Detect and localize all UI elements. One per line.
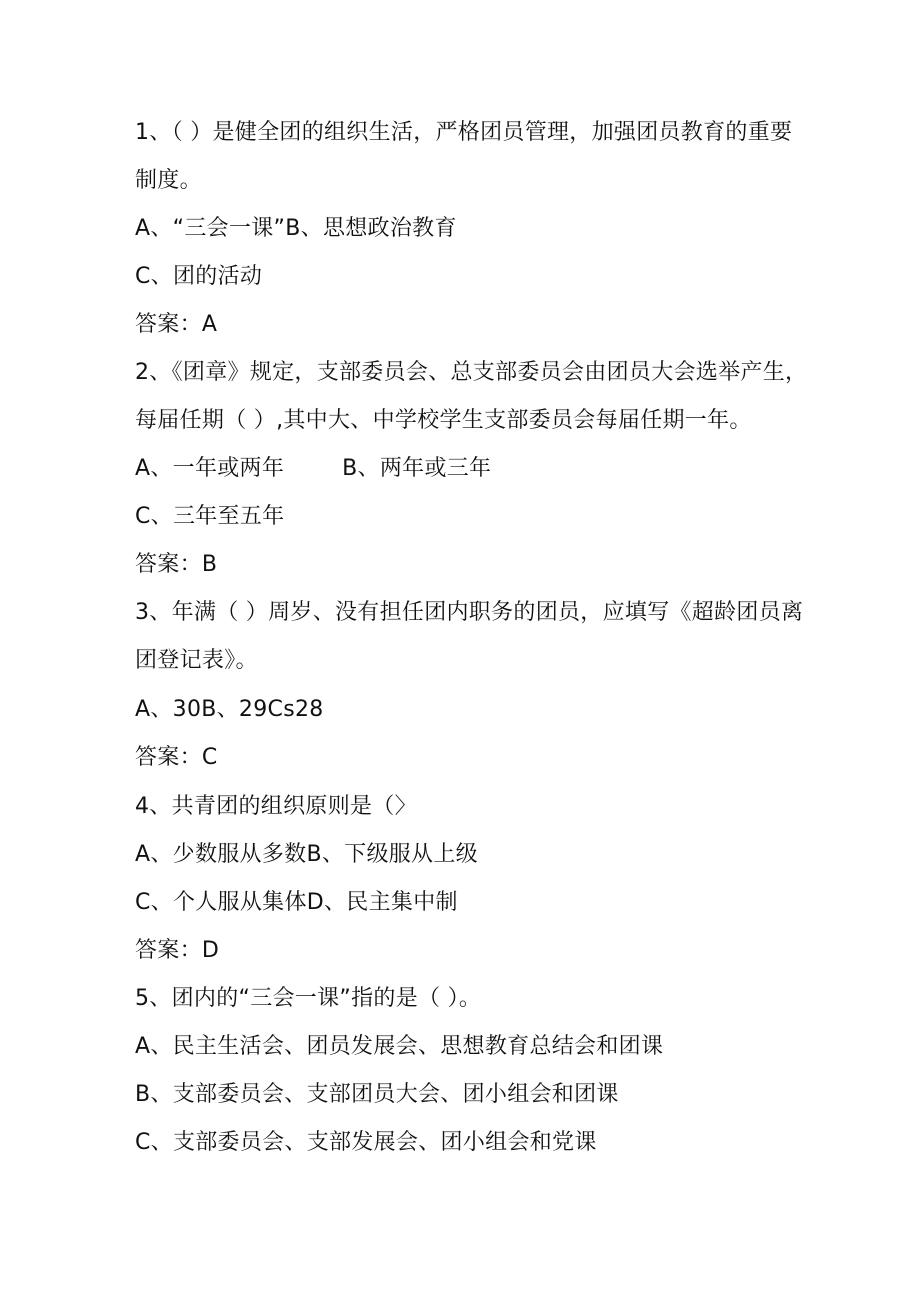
question-5-option-b: B、支部委员会、支部团员大会、团小组会和团课 <box>135 1082 619 1107</box>
question-1-options-ab: A、“三会一课”B、思想政治教育 <box>135 216 457 241</box>
question-4-answer: 答案：D <box>135 938 220 963</box>
question-2-option-b: B、两年或三年 <box>342 456 492 481</box>
question-5-option-a: A、民主生活会、团员发展会、思想教育总结会和团课 <box>135 1034 664 1059</box>
question-2-option-a: A、一年或两年 <box>135 456 285 481</box>
question-2-options-ab <box>135 449 795 489</box>
question-4-options-ab: A、少数服从多数B、下级服从上级 <box>135 842 478 867</box>
question-2-stem-line-1: 2、《团章》规定，支部委员会、总支部委员会由团员大会选举产生， <box>135 360 808 385</box>
question-5-stem: 5、团内的“三会一课”指的是（ ）。 <box>135 986 482 1011</box>
question-1-option-c: C、团的活动 <box>135 264 263 289</box>
question-1-stem-line-1: 1、（ ）是健全团的组织生活，严格团员管理，加强团员教育的重要 <box>135 120 793 145</box>
question-3-stem-line-1: 3、年满（ ）周岁、没有担任团内职务的团员，应填写《超龄团员离 <box>135 600 804 625</box>
question-2-answer: 答案：B <box>135 552 218 577</box>
question-5-option-c: C、支部委员会、支部发展会、团小组会和党课 <box>135 1130 597 1155</box>
question-4-stem: 4、共青团的组织原则是（〉 <box>135 794 417 819</box>
question-3-answer: 答案：C <box>135 745 218 770</box>
question-3-options: A、30B、29Cs28 <box>135 697 324 722</box>
question-3-stem-line-2: 团登记表》。 <box>135 648 258 673</box>
question-1-answer: 答案：A <box>135 312 218 337</box>
question-2-option-c: C、三年至五年 <box>135 504 285 529</box>
question-2-stem-line-2: 每届任期（ ）,其中大、中学校学生支部委员会每届任期一年。 <box>135 408 752 433</box>
question-4-options-cd: C、个人服从集体D、民主集中制 <box>135 890 458 915</box>
question-1-stem-line-2: 制度。 <box>135 168 202 193</box>
